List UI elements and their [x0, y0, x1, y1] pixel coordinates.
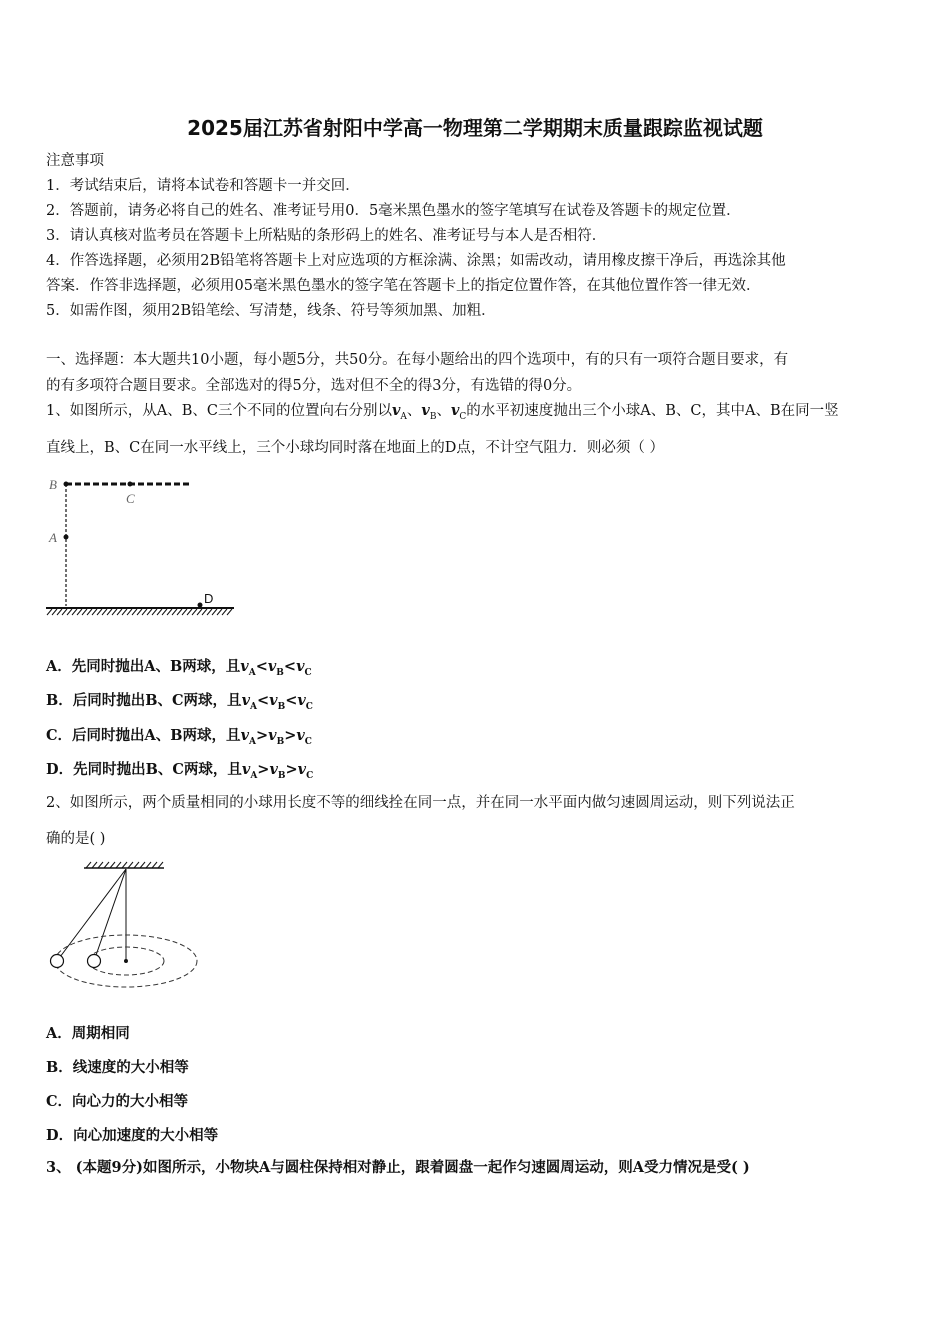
q2-option-b[interactable]: B．线速度的大小相等 — [46, 1059, 189, 1076]
section-instructions-line-2: 的有多项符合题目要求。全部选对的得5分，选对但不全的得3分，有选错的得0分。 — [46, 378, 582, 394]
notice-item-2: 2．答题前，请务必将自己的姓名、准考证号用0．5毫米黑色墨水的签字笔填写在试卷及答题卡的规定位置． — [46, 203, 741, 219]
q2-option-d[interactable]: D．向心加速度的大小相等 — [46, 1127, 219, 1144]
q1-stem-part-1: 1、如图所示，从A、B、C三个不同的位置向右分别以 — [46, 403, 392, 419]
q1-point-d — [198, 603, 203, 608]
q2-figure-ceiling-hatch — [86, 862, 163, 868]
q1-option-a[interactable]: A．先同时抛出A、B两球，且$v_A<v_B<v_C$ — [46, 658, 312, 678]
notice-item-4: 4．作答选择题，必须用2B铅笔将答题卡上对应选项的方框涂满、涂黑；如需改动，请用橡皮擦干净后，再选涂其他 — [46, 253, 786, 269]
q1-option-c[interactable]: C．后同时抛出A、B两球，且$v_A>v_B>v_C$ — [46, 727, 312, 747]
notice-item-3: 3．请认真核对监考员在答题卡上所粘贴的条形码上的姓名、准考证号与本人是否相符． — [46, 228, 607, 244]
notice-item-1: 1．考试结束后，请将本试卷和答题卡一并交回． — [46, 178, 360, 194]
q1-label-c: C — [126, 491, 135, 506]
q2-stem-line-1: 2、如图所示，两个质量相同的小球用长度不等的细线拴在同一点，并在同一水平面内做匀速圆周运动，则下列说法正 — [46, 795, 795, 811]
q1-stem-line-1: 1、如图所示，从A、B、C三个不同的位置向右分别以$v_A$、$v_B$、$v_C$的水平初速度抛出三个小球A、B、C，其中A、B在同一竖 — [46, 402, 839, 422]
q1-option-b[interactable]: B．后同时抛出B、C两球，且$v_A<v_B<v_C$ — [46, 692, 313, 712]
notice-item-5: 5．如需作图，须用2B铅笔绘、写清楚，线条、符号等须加黑、加粗． — [46, 303, 496, 319]
q1-label-a: A — [49, 530, 57, 545]
q2-option-c[interactable]: C．向心力的大小相等 — [46, 1093, 189, 1110]
page-title: 2025届江苏省射阳中学高一物理第二学期期末质量跟踪监视试题 — [187, 116, 763, 140]
q2-option-a[interactable]: A．周期相同 — [46, 1025, 130, 1042]
q1-label-b: B — [49, 477, 57, 492]
q3-stem-line-1: 3、 (本题9分)如图所示，小物块A与圆柱保持相对静止，跟着圆盘一起作匀速圆周运动，则A受力情况是受( ) — [46, 1159, 750, 1176]
q1-label-d: D — [204, 591, 214, 606]
notice-item-4-cont: 答案．作答非选择题，必须用05毫米黑色墨水的签字笔在答题卡上的指定位置作答，在其他位置作答一律无效． — [46, 278, 761, 294]
q2-figure-ball-outer — [51, 955, 64, 968]
q1-figure — [44, 472, 239, 622]
q1-point-b — [64, 482, 69, 487]
q2-figure-ball-inner — [88, 955, 101, 968]
notice-heading: 注意事项 — [46, 153, 104, 169]
q2-figure-string-long — [57, 869, 126, 961]
q2-figure-center — [124, 959, 128, 963]
q1-point-c — [128, 482, 133, 487]
q1-figure-ground-hatch — [47, 609, 232, 615]
q2-stem-line-2: 确的是( ) — [46, 831, 106, 847]
q1-stem-line-2: 直线上，B、C在同一水平线上，三个小球均同时落在地面上的D点，不计空气阻力．则必须（ ） — [46, 440, 664, 456]
q2-figure — [44, 860, 204, 995]
q1-point-a — [64, 535, 69, 540]
section-instructions-line-1: 一、选择题：本大题共10小题，每小题5分，共50分。在每小题给出的四个选项中，有的只有一项符合题目要求，有 — [46, 352, 789, 368]
q1-stem-part-2: 的水平初速度抛出三个小球A、B、C，其中A、B在同一竖 — [466, 403, 839, 419]
q1-option-d[interactable]: D．先同时抛出B、C两球，且$v_A>v_B>v_C$ — [46, 761, 314, 781]
